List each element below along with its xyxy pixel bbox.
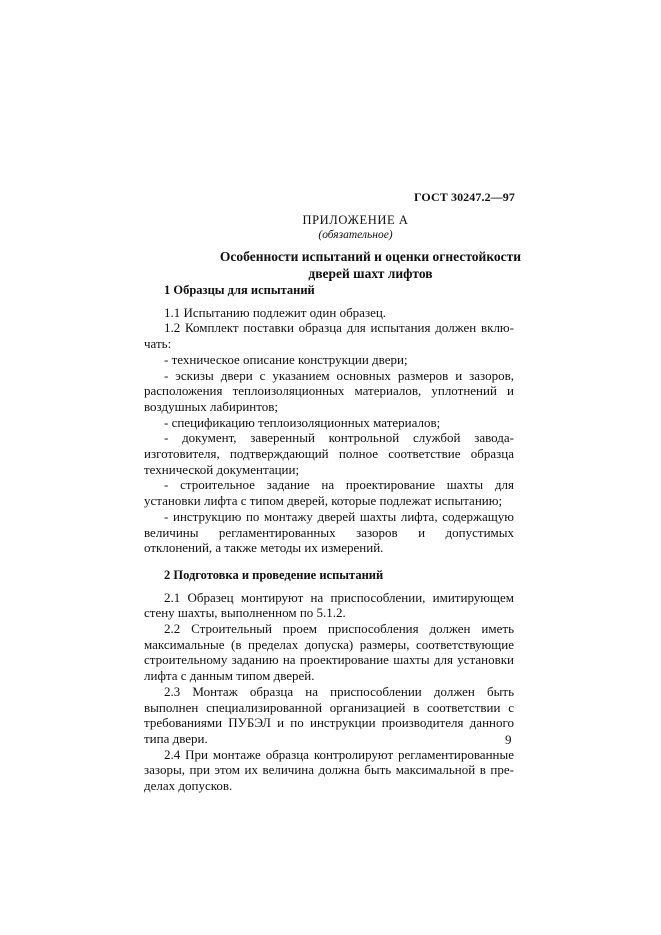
- title-line-2: дверей шахт лифтов: [308, 266, 433, 281]
- paragraph-2-4: 2.4 При монтаже образца контролируют регламентированные зазоры, при этом их величина должна быть максимальной в пределах допусков.: [144, 746, 514, 794]
- document-title: [0, 248, 661, 282]
- section-1-heading: 1 Образцы для испытаний: [164, 283, 315, 297]
- list-item-technical-description: - техническое описание конструкции двери;: [164, 351, 408, 367]
- document-body: [144, 283, 514, 794]
- list-item-specification: - спецификацию теплоизоляционных материалов;: [164, 414, 441, 430]
- section-2-heading: 2 Подготовка и проведение испытаний: [164, 567, 384, 582]
- list-item-sketches: - эскизы двери с указанием основных размеров и зазоров, расположения теплоизоляционных материалов, уплотнений и воздушных лабиринтов;: [144, 367, 514, 414]
- title-line-1: Особенности испытаний и оценки огнестойкости: [219, 249, 522, 264]
- appendix-title: ПРИЛОЖЕНИЕ А: [302, 213, 409, 227]
- appendix-header: [0, 213, 661, 243]
- list-item-construction-task: - строительное задание на проектирование шахты для установки лифта с типом дверей, которые подлежат испытанию;: [144, 477, 514, 509]
- appendix-status: (обязательное): [318, 229, 393, 241]
- paragraph-2-1: 2.1 Образец монтируют на приспособлении, имитирующем стену шахты, выполненном по 5.1.2.: [144, 589, 514, 621]
- paragraph-1-1: 1.1 Испытанию подлежит один образец.: [164, 304, 387, 320]
- list-item-certified-document: - документ, заверенный контрольной службой завода-изготовителя, подтверждающий полное соответствие образца технической документации;: [144, 430, 514, 477]
- standard-number: ГОСТ 30247.2—97: [414, 190, 515, 204]
- page-number: 9: [505, 732, 512, 747]
- paragraph-2-2: 2.2 Строительный проем приспособления должен иметь максимальные (в пределах допуска) размеры, соответствующие строительному заданию на проектирование шахты для установки лифта с данным типом дверей.: [144, 621, 514, 684]
- paragraph-2-3: 2.3 Монтаж образца на приспособлении должен быть выполнен специализированной организацией в соответствии с требованиями ПУБЭЛ и по инструкции производителя данного типа двери.: [144, 683, 514, 746]
- paragraph-1-2: 1.2 Комплект поставки образца для испытания должен включать:: [144, 320, 514, 352]
- list-item-installation-instructions: - инструкцию по монтажу дверей шахты лифта, содержащую величины регламентированных зазоров и допустимых отклонений, а также методы их измерений.: [144, 508, 514, 556]
